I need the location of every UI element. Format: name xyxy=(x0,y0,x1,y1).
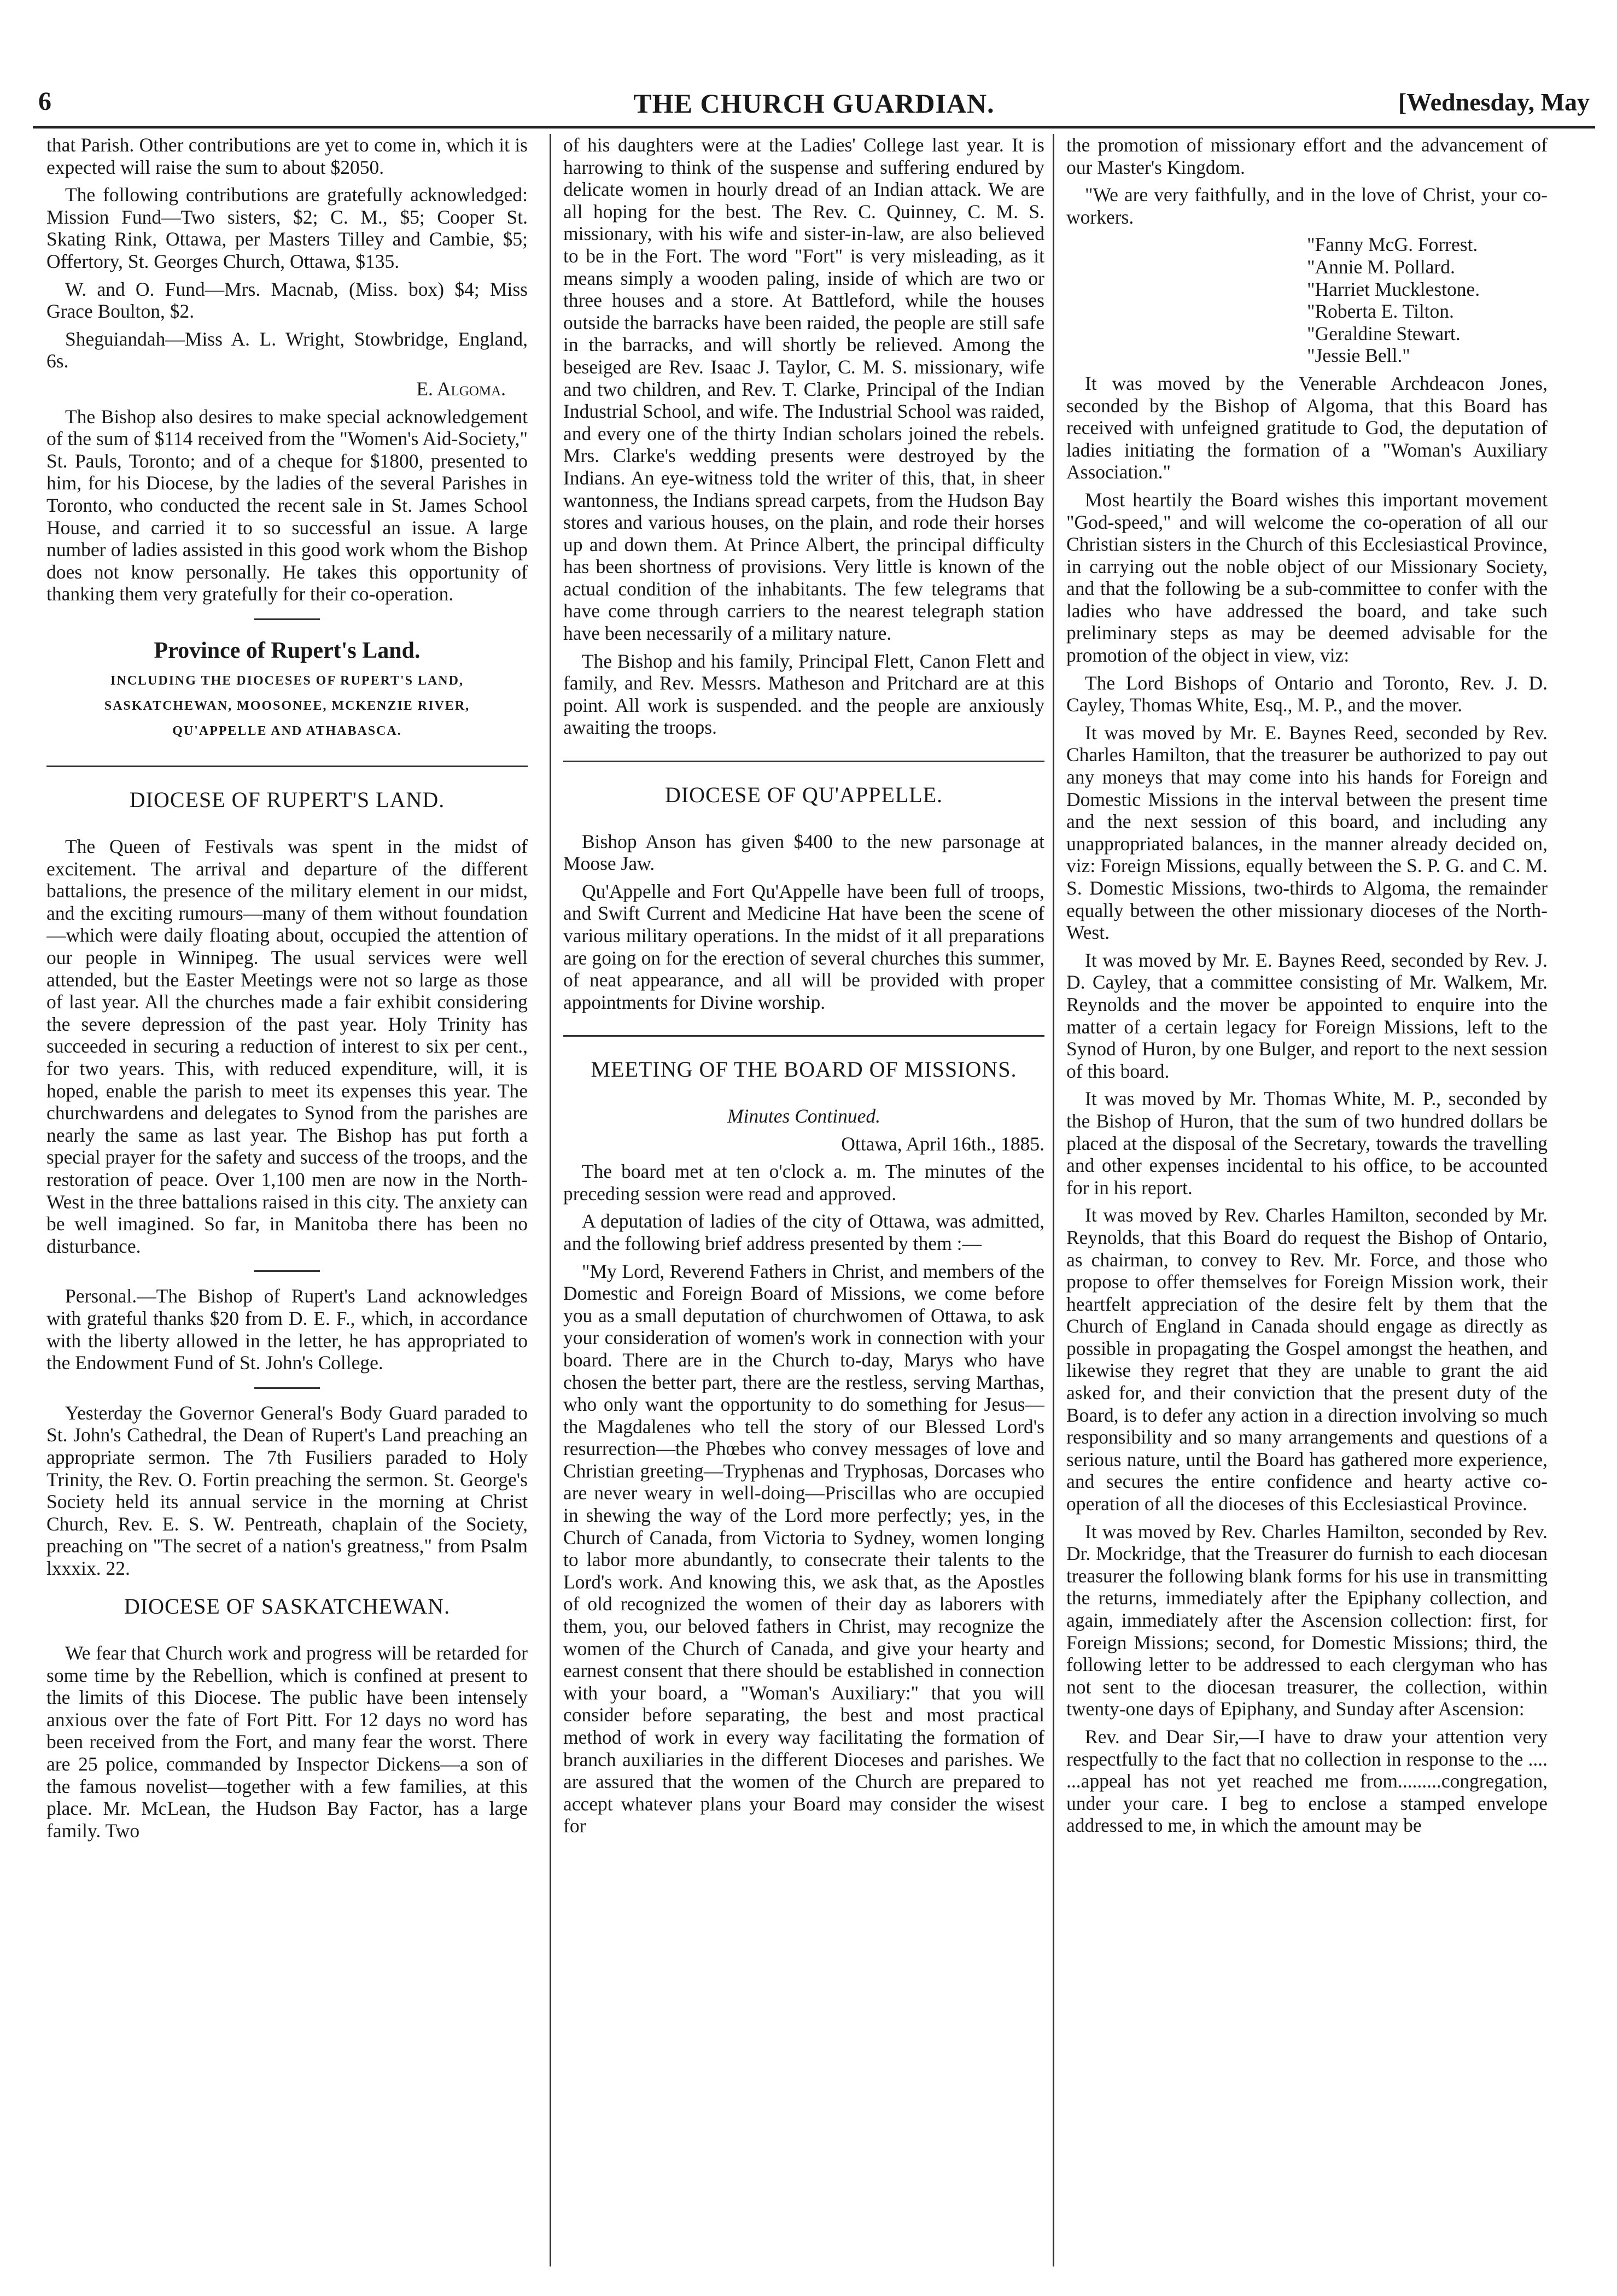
paragraph: It was moved by Mr. E. Baynes Reed, seconded by Rev. Charles Hamilton, that the treasurer be authorized to pay out any moneys that may come into his hands for Foreign and Domestic Missions in the interval between the present time and the next session of this board, and including any unappropriated balances, in the manner already decided on, viz: Foreign Missions, equally between the S. P. G. and C. M. S. Domestic Missions, two-thirds to Algoma, the remainder equally between the other missionary dioceses of the North-West. xyxy=(1066,721,1548,944)
paragraph: of his daughters were at the Ladies' College last year. It is harrowing to think of the suspense and suffering endured by delicate women in hourly dread of an Indian attack. We are all hoping for the best. The Rev. C. Quinney, C. M. S. missionary, with his wife and sister-in-law, are also believed to be in the Fort. The word "Fort" is very misleading, as it means simply a wooden paling, inside of which are two or three houses and a store. At Battleford, while the houses outside the barracks have been raided, the people are still safe in the barracks, and will shortly be relieved. Among the beseiged are Rev. Isaac J. Taylor, C. M. S. missionary, wife and two children, and Rev. T. Clarke, Principal of the Indian Industrial School, and wife. The Industrial School was raided, and every one of the thirty Indian scholars joined the rebels. Mrs. Clarke's wedding presents were destroyed by the Indians. An eye-witness told the writer of this, that, in sheer wantonness, the Indians spread carpets, from the Hudson Bay stores and various houses, on the plain, and rode their horses up and down them. At Prince Albert, the principal difficulty has been shortness of provisions. Very little is known of the actual condition of the inhabitants. The few telegrams that have come through carriers to the nearest telegraph station have been necessarily of a military nature. xyxy=(563,134,1044,645)
signatory: "Fanny McG. Forrest. xyxy=(1307,233,1478,256)
paragraph: Sheguiandah—Miss A. L. Wright, Stowbridge, England, 6s. xyxy=(46,328,528,372)
signatory: "Roberta E. Tilton. xyxy=(1307,300,1454,323)
section-heading: MEETING OF THE BOARD OF MISSIONS. xyxy=(563,1035,1044,1081)
paragraph: Most heartily the Board wishes this important movement "God-speed," and will welcome the co-operation of all our Christian sisters in the Church of this Ecclesiastical Province, in carrying out the noble object of our Missionary Society, and that the following be a sub-committee to confer with the ladies who have addressed the board, and take such preliminary steps as may be deemed advisable for the promotion of the object in view, viz: xyxy=(1066,488,1548,667)
paragraph: It was moved by Mr. E. Baynes Reed, seconded by Rev. J. D. Cayley, that a committee consisting of Mr. Walkem, Mr. Reynolds and the mover be appointed to enquire into the matter of a certain legacy for Foreign Missions, left to the Synod of Huron, by one Bulger, and report to the next session of this board. xyxy=(1066,949,1548,1082)
diocese-heading: DIOCESE OF RUPERT'S LAND. xyxy=(46,766,528,811)
signatory: "Geraldine Stewart. xyxy=(1307,322,1461,344)
paragraph: The Bishop also desires to make special acknowledgement of the sum of $114 received from the "Women's Aid-Society," St. Pauls, Toronto; and of a cheque for $1800, presented to him, for his Diocese, by the ladies of the several Parishes in Toronto, who conducted the recent sale in St. James School House, and carried it to so successful an issue. A large number of ladies assisted in this good work whom the Bishop does not know personally. He takes this opportunity of thanking them very gratefully for their co-operation. xyxy=(46,405,528,605)
section-rule xyxy=(254,1387,320,1389)
signatory: "Jessie Bell." xyxy=(1307,344,1410,367)
paragraph: the promotion of missionary effort and the advancement of our Master's Kingdom. xyxy=(1066,134,1548,178)
paragraph: Bishop Anson has given $400 to the new parsonage at Moose Jaw. xyxy=(563,830,1044,875)
paragraph: Rev. and Dear Sir,—I have to draw your attention very respectfully to the fact that no collection in response to the .... ...appeal has not yet reached me from.........congregation, under your care. I beg to enclose a stamped envelope addressed to me, in which the amount may be xyxy=(1066,1725,1548,1837)
paragraph: The Queen of Festivals was spent in the midst of excitement. The arrival and departure of the different battalions, the presence of the military element in our midst, and the exciting rumours—many of them without foundation—which were daily floating about, occupied the attention of our people in Winnipeg. The usual services were well attended, but the Easter Meetings were not so large as those of last year. All the churches made a fair exhibit considering the severe depression of the past year. Holy Trinity has succeeded in securing a reduction of interest to six per cent., for two years. This, with reduced expenditure, will, it is hoped, enable the parish to meet its expenses this year. The churchwardens and delegates to Synod from the parishes are nearly the same as last year. The Bishop has put forth a special prayer for the safety and success of the troops, and the restoration of peace. Over 1,100 men are now in the North-West in the three battalions raised in this city. The anxiety can be well imagined. So far, in Manitoba there has been no disturbance. xyxy=(46,836,528,1257)
paragraph: The board met at ten o'clock a. m. The minutes of the preceding session were read and approved. xyxy=(563,1160,1044,1205)
paragraph: We fear that Church work and progress will be retarded for some time by the Rebellion, which is confined at present to the limits of this Diocese. The public have been intensely anxious over the fate of Fort Pitt. For 12 days no word has been received from the Fort, and many fear the worst. There are 25 police, commanded by Inspector Dickens—a son of the famous novelist—together with a few families, at this place. Mr. McLean, the Hudson Bay Factor, has a large family. Two xyxy=(46,1642,528,1842)
column-1 xyxy=(46,134,528,2266)
paragraph: W. and O. Fund—Mrs. Macnab, (Miss. box) $4; Miss Grace Boulton, $2. xyxy=(46,278,528,323)
minutes-subheading: Minutes Continued. xyxy=(727,1105,881,1127)
paragraph: that Parish. Other contributions are yet to come in, which it is expected will raise the sum to about $2050. xyxy=(46,134,528,178)
section-rule xyxy=(254,1270,320,1272)
paragraph: It was moved by the Venerable Archdeacon Jones, seconded by the Bishop of Algoma, that this Board has received with unfeigned gratitude to God, the deputation of ladies initiating the formation of a "Woman's Auxiliary Association." xyxy=(1066,372,1548,483)
issue-dateline: [Wednesday, May xyxy=(1398,88,1590,116)
paragraph: It was moved by Mr. Thomas White, M. P., seconded by the Bishop of Huron, that the sum of two hundred dollars be placed at the disposal of the Secretary, towards the travelling and other expenses incidental to his office, to be accounted for in his report. xyxy=(1066,1088,1548,1199)
section-subheading: INCLUDING THE DIOCESES OF RUPERT'S LAND, SASKATCHEWAN, MOOSONEE, MCKENZIE RIVER, QU'APPELLE AND ATHABASCA. xyxy=(104,674,470,739)
column-divider xyxy=(550,134,551,2266)
paragraph: Personal.—The Bishop of Rupert's Land acknowledges with grateful thanks $20 from D. E. F., which, in accordance with the liberty allowed in the letter, he has appropriated to the Endowment Fund of St. John's College. xyxy=(46,1285,528,1374)
masthead xyxy=(33,82,1595,128)
paragraph: "We are very faithfully, and in the love of Christ, your co-workers. xyxy=(1066,184,1548,228)
column-3 xyxy=(1066,134,1548,2266)
diocese-heading: DIOCESE OF SASKATCHEWAN. xyxy=(124,1594,451,1619)
paragraph: "My Lord, Reverend Fathers in Christ, and members of the Domestic and Foreign Board of Missions, we come before you as a small deputation of churchwomen of Ottawa, to ask your consideration of women's work in connection with your board. There are in the Church to-day, Marys who have chosen the better part, there are the restless, serving Marthas, who only want the opportunity to do something for Jesus—the Magdalenes who tell the story of our Blessed Lord's resurrection—the Phœbes who convey messages of love and Christian greeting—Tryphenas and Tryphosas, Dorcases who are never weary in well-doing—Priscillas who are occupied in shewing the way of the Lord more perfectly; yes, in the Church of Canada, from Victoria to Sydney, women longing to labor more abundantly, to consecrate their talents to the Lord's work. And knowing this, we ask that, as the Apostles of old recognized the women of their day as laborers with them, you, our beloved fathers in Christ, may recognize the women of the Church of Canada, and give your hearty and earnest consent that there should be established in connection with your board, a "Woman's Auxiliary:" that you will consider before separating, the best and most practical method of work in every way facilitating the formation of branch auxiliaries in the different Dioceses and parishes. We are assured that the women of the Church are prepared to accept whatever plans your Board may consider the wisest for xyxy=(563,1260,1044,1837)
column-2 xyxy=(563,134,1044,2266)
paragraph: The Lord Bishops of Ontario and Toronto, Rev. J. D. Cayley, Thomas White, Esq., M. P., and the mover. xyxy=(1066,671,1548,716)
paragraph: A deputation of ladies of the city of Ottawa, was admitted, and the following brief address presented by them :— xyxy=(563,1210,1044,1254)
paragraph: Yesterday the Governor General's Body Guard paraded to St. John's Cathedral, the Dean of Rupert's Land preaching an appropriate sermon. The 7th Fusiliers paraded to Holy Trinity, the Rev. O. Fortin preaching the sermon. St. George's Society held its annual service in the morning at Christ Church, Rev. E. S. W. Pentreath, chaplain of the Society, preaching on "The secret of a nation's greatness," from Psalm lxxxix. 22. xyxy=(46,1401,528,1579)
signatory: "Harriet Mucklestone. xyxy=(1307,278,1480,300)
paragraph: The following contributions are gratefully acknowledged: Mission Fund—Two sisters, $2; C. M., $5; Cooper St. Skating Rink, Ottawa, per Masters Tilley and Cambie, $5; Offertory, St. Georges Church, Ottawa, $135. xyxy=(46,184,528,272)
signature: E. Algoma. xyxy=(416,377,506,400)
paragraph: The Bishop and his family, Principal Flett, Canon Flett and family, and Rev. Messrs. Matheson and Pritchard are at this point. All work is suspended. and the people are anxiously awaiting the troops. xyxy=(563,650,1044,739)
diocese-heading: DIOCESE OF QU'APPELLE. xyxy=(563,761,1044,807)
page-number: 6 xyxy=(38,87,51,116)
minutes-dateline: Ottawa, April 16th., 1885. xyxy=(841,1132,1044,1155)
column-divider xyxy=(1053,134,1054,2266)
signatory: "Annie M. Pollard. xyxy=(1307,255,1455,278)
section-rule xyxy=(254,618,320,620)
paragraph: It was moved by Rev. Charles Hamilton, seconded by Mr. Reynolds, that this Board do request the Bishop of Ontario, as chairman, to convey to Rev. Mr. Force, and those who propose to offer themselves for Foreign Mission work, their heartfelt appreciation of the desire felt by them that the Church of England in Canada should engage as directly as possible in propagating the Gospel amongst the heathen, and likewise they regret that they are unable to grant the aid asked for, and their conviction that the present duty of the Board, is to defer any action in a direction involving so much responsibility and so many arrangements and questions of a serious nature, until the Board has gathered more experience, and secures the entire confidence and hearty active co-operation of all the dioceses of this Ecclesiastical Province. xyxy=(1066,1204,1548,1515)
paragraph: Qu'Appelle and Fort Qu'Appelle have been full of troops, and Swift Current and Medicine Hat have been the scene of various military operations. In the midst of it all preparations are going on for the erection of several churches this summer, of neat appearance, and all will be provided with proper appointments for Divine worship. xyxy=(563,880,1044,1013)
section-heading: Province of Rupert's Land. xyxy=(154,638,421,663)
newspaper-title: THE CHURCH GUARDIAN. xyxy=(633,88,995,119)
paragraph: It was moved by Rev. Charles Hamilton, seconded by Rev. Dr. Mockridge, that the Treasurer do furnish to each diocesan treasurer the following blank forms for his use in transmitting the returns, immediately after the Epiphany collection, and again, immediately after the Ascension collection: first, for Foreign Missions; second, for Domestic Missions; third, the following letter to be addressed to each clergyman who has not sent to the diocesan treasurer, the collection, within twenty-one days of Epiphany, and Sunday after Ascension: xyxy=(1066,1520,1548,1720)
